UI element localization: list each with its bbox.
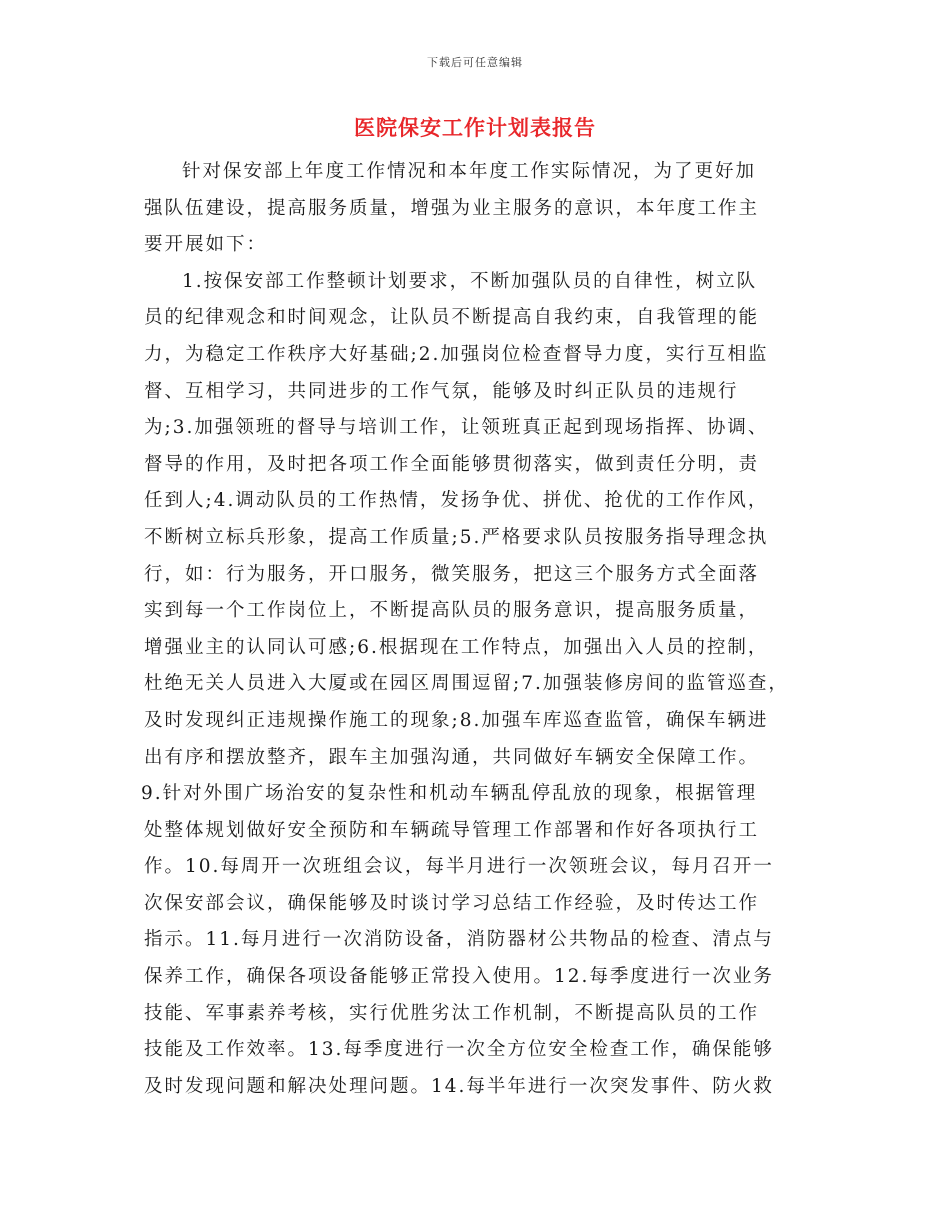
document-body <box>141 154 812 1105</box>
paragraph-line: 增强业主的认同认可感;6.根据现在工作特点，加强出入人员的控制， <box>144 636 769 658</box>
paragraph-line: 力，为稳定工作秩序大好基础;2.加强岗位检查督导力度，实行互相监 <box>144 343 769 365</box>
paragraph-line: 杜绝无关人员进入大厦或在园区周围逗留;7.加强装修房间的监管巡查， <box>144 673 789 695</box>
paragraph-line: 要开展如下： <box>144 234 268 256</box>
paragraph-line: 保养工作，确保各项设备能够正常投入使用。12.每季度进行一次业务 <box>144 966 774 988</box>
paragraph-line: 作。10.每周开一次班组会议，每半月进行一次领班会议，每月召开一 <box>144 856 774 878</box>
paragraph-line: 出有序和摆放整齐，跟车主加强沟通，共同做好车辆安全保障工作。 <box>144 746 760 768</box>
paragraph-line: 督导的作用，及时把各项工作全面能够贯彻落实，做到责任分明，责 <box>144 453 760 475</box>
paragraph-line: 针对保安部上年度工作情况和本年度工作实际情况，为了更好加 <box>182 161 757 182</box>
paragraph-line: 任到人;4.调动队员的工作热情，发扬争优、拼优、抢优的工作作风， <box>144 490 769 512</box>
paragraph-line: 及时发现纠正违规操作施工的现象;8.加强车库巡查监管，确保车辆进 <box>144 709 769 731</box>
paragraph-line: 为;3.加强领班的督导与培训工作，让领班真正起到现场指挥、协调、 <box>144 417 769 439</box>
document-title: 医院保安工作计划表报告 <box>354 115 596 140</box>
paragraph-line: 技能及工作效率。13.每季度进行一次全方位安全检查工作，确保能够 <box>144 1039 774 1061</box>
paragraph-line: 实到每一个工作岗位上，不断提高队员的服务意识，提高服务质量， <box>144 600 760 622</box>
paragraph-line: 行，如：行为服务，开口服务，微笑服务，把这三个服务方式全面落 <box>144 563 760 585</box>
paragraph-line: 指示。11.每月进行一次消防设备，消防器材公共物品的检查、清点与 <box>144 929 774 951</box>
paragraph-line: 1.按保安部工作整顿计划要求，不断加强队员的自律性，树立队 <box>182 270 758 292</box>
paragraph-line: 员的纪律观念和时间观念，让队员不断提高自我约束，自我管理的能 <box>144 307 760 329</box>
header-note: 下载后可任意编辑 <box>427 56 523 69</box>
paragraph-line: 处整体规划做好安全预防和车辆疏导管理工作部署和作好各项执行工 <box>144 819 760 841</box>
paragraph-line: 次保安部会议，确保能够及时谈讨学习总结工作经验，及时传达工作 <box>144 892 760 914</box>
paragraph-line: 技能、军事素养考核，实行优胜劣汰工作机制，不断提高队员的工作 <box>144 1002 760 1024</box>
paragraph-line: 督、互相学习，共同进步的工作气氛，能够及时纠正队员的违规行 <box>144 380 739 402</box>
paragraph-line: 强队伍建设，提高服务质量，增强为业主服务的意识，本年度工作主 <box>144 197 760 219</box>
paragraph-line: 不断树立标兵形象，提高工作质量;5.严格要求队员按服务指导理念执 <box>144 526 769 548</box>
paragraph-line: 及时发现问题和解决处理问题。14.每半年进行一次突发事件、防火救 <box>144 1075 774 1097</box>
paragraph-line: 9.针对外围广场治安的复杂性和机动车辆乱停乱放的现象，根据管理 <box>141 783 758 805</box>
